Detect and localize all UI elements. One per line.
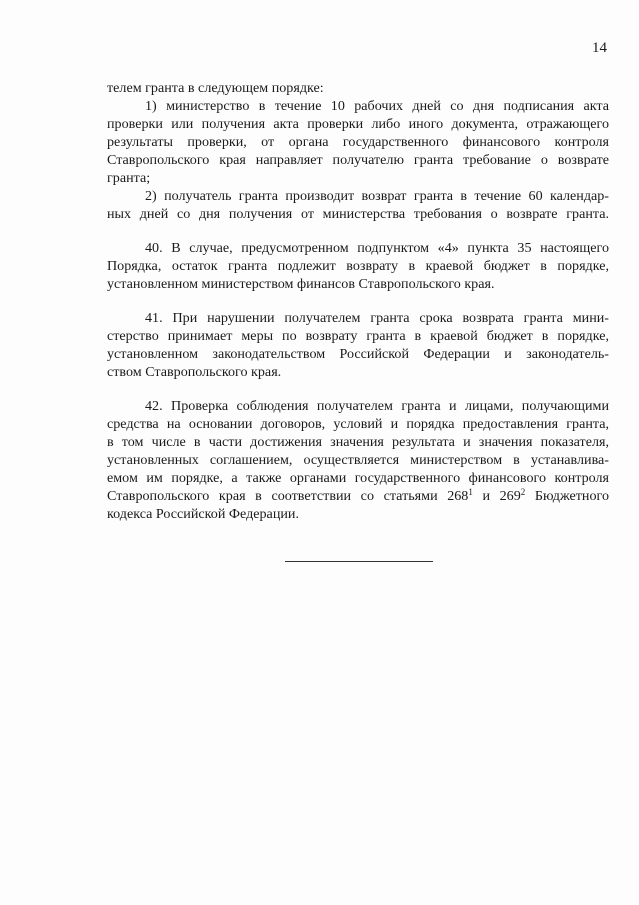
text-line: 42. Проверка соблюдения получателем гранта и лицами, получающими bbox=[145, 398, 609, 414]
text-line: средства на основании договоров, условий и порядка предоставления гранта, bbox=[107, 416, 609, 432]
text-line: гранта; bbox=[107, 170, 151, 186]
text-line: установленном министерством финансов Ставропольского края. bbox=[107, 276, 495, 292]
text-line: в том числе в части достижения значения результата и значения показателя, bbox=[107, 434, 609, 450]
text-segment: Ставропольского края в соответствии со статьями 268 bbox=[107, 488, 469, 504]
superscript: 1 bbox=[468, 487, 473, 497]
text-line: телем гранта в следующем порядке: bbox=[107, 80, 324, 96]
text-line: ных дней со дня получения от министерства требования о возврате гранта. bbox=[107, 206, 609, 222]
text-line: проверки или получения акта проверки либо иного документа, отражающего bbox=[107, 116, 609, 132]
text-line: Ставропольского края направляет получателю гранта требование о возврате bbox=[107, 152, 609, 168]
text-line bbox=[107, 488, 609, 505]
text-line: Порядка, остаток гранта подлежит возврату в краевой бюджет в порядке, bbox=[107, 258, 609, 274]
text-line: 2) получатель гранта производит возврат гранта в течение 60 календар- bbox=[145, 188, 609, 204]
page-number: 14 bbox=[592, 40, 607, 56]
text-line: кодекса Российской Федерации. bbox=[107, 506, 299, 522]
text-line: стерство принимает меры по возврату гранта в краевой бюджет в порядке, bbox=[107, 328, 609, 344]
text-segment: и 269 bbox=[472, 488, 521, 504]
text-line: 41. При нарушении получателем гранта срока возврата гранта мини- bbox=[145, 310, 609, 326]
text-line: 40. В случае, предусмотренном подпунктом «4» пункта 35 настоящего bbox=[145, 240, 609, 256]
text-line: установленных соглашением, осуществляется министерством в устанавлива- bbox=[107, 452, 609, 468]
superscript: 2 bbox=[520, 487, 526, 497]
text-line: емом им порядке, а также органами государственного финансового контроля bbox=[107, 470, 609, 486]
text-line: ством Ставропольского края. bbox=[107, 364, 282, 380]
text-line: результаты проверки, от органа государственного финансового контроля bbox=[107, 134, 609, 150]
text-line: установленном законодательством Российской Федерации и законодатель- bbox=[107, 346, 609, 362]
text-segment: Бюджетного bbox=[525, 488, 609, 504]
text-line: 1) министерство в течение 10 рабочих дней со дня подписания акта bbox=[145, 98, 609, 114]
closing-rule bbox=[285, 561, 433, 562]
